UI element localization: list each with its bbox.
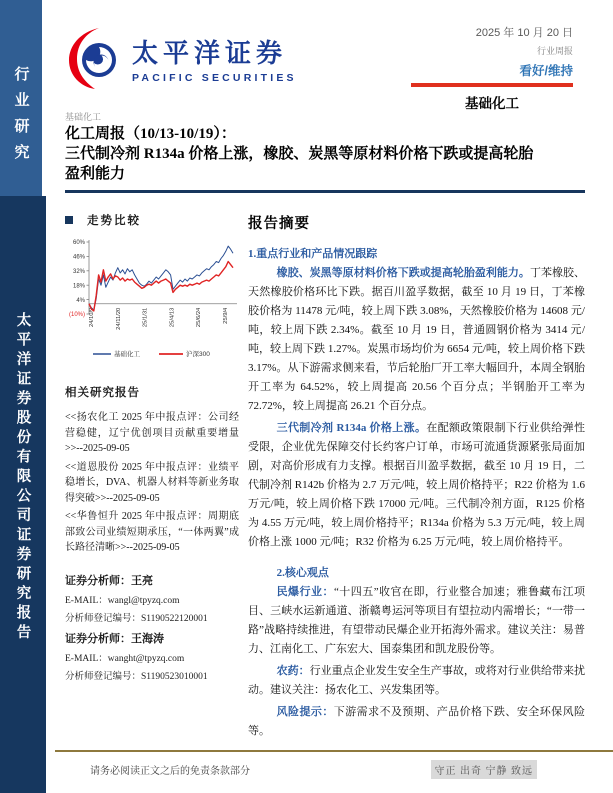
industry-label: 基础化工	[465, 95, 519, 111]
svg-text:4%: 4%	[76, 297, 85, 304]
analyst-license: 分析师登记编号：S1190523010001	[65, 671, 208, 682]
sidebar-top	[0, 0, 42, 196]
rating-label: 看好/维持	[519, 64, 573, 78]
svg-text:沪深300: 沪深300	[186, 351, 210, 359]
svg-text:25/4/13: 25/4/13	[169, 307, 176, 328]
svg-text:24/11/20: 24/11/20	[115, 307, 122, 330]
section-header-2: 2.核心观点	[276, 567, 329, 579]
summary-paragraph	[248, 703, 585, 741]
paragraph-lead: 三代制冷剂 R134a 价格上涨。	[276, 422, 427, 434]
svg-text:25/6/24: 25/6/24	[196, 307, 203, 328]
svg-text:25/1/31: 25/1/31	[142, 307, 149, 328]
sidebar-bottom	[0, 196, 46, 793]
analysts-block	[65, 572, 239, 682]
paragraph-body: 在配额政策限制下行业供给弹性受限，企业优先保障交付长约客户订单，市场可流通货源紧张局面加剧，对高价形成有力支撑。根据百川盈孚数据，截至 10 月 19 日，二代制冷剂 R142b 价格为 2.7 万元/吨，较上周价格持平；R22 价格为 1.6 万元/吨，较上周价格下跌 17000 元/吨。三代制冷剂方面，R125 价格为 4.55 万元/吨，较上周价格持平；R134a 价格为 5.3 万元/吨，较上周价格上涨 1000 元/吨；R32 价格为 6.25 万元/吨，较上周价格持平。	[248, 422, 585, 548]
report-title-line2: 三代制冷剂 R134a 价格上涨，橡胶、炭黑等原材料价格下跌或提高轮胎	[65, 146, 534, 162]
report-title	[65, 124, 587, 184]
paragraph-body: “十四五”收官在即，行业整合加速；雅鲁藏布江项目、三峡水运新通道、浙赣粤运河等项目有望拉动内需增长；“一带一路”战略持续推进，有望带动民爆企业开拓海外需求。建议关注：易普力、江南化工、广东宏大、国泰集团和凯龙股份等。	[248, 586, 586, 655]
paragraph-lead: 民爆行业：	[276, 586, 334, 598]
related-reports-list	[65, 410, 239, 556]
sidebar-industry-research-label: 行业研究	[12, 66, 29, 170]
pacific-securities-logo-icon	[66, 26, 122, 90]
logo-name-cn: 太平洋证券	[132, 38, 288, 68]
paragraph-lead: 农药：	[276, 665, 310, 677]
svg-text:46%: 46%	[72, 254, 85, 261]
rating-underline	[411, 83, 573, 87]
report-type: 行业周报	[536, 46, 573, 56]
sidebar-company-label: 太平洋证券股份有限公司证券研究报告	[14, 312, 31, 644]
analyst-email: E-MAIL：wangl@tpyzq.com	[65, 595, 180, 606]
title-divider	[65, 190, 585, 193]
analyst-name: 证券分析师：王亮	[65, 574, 153, 587]
svg-text:60%: 60%	[72, 240, 85, 247]
report-title-line1: 化工周报（10/13-10/19）：	[65, 126, 236, 142]
summary-title: 报告摘要	[248, 216, 310, 232]
footer-disclaimer: 请务必阅读正文之后的免责条款部分	[90, 766, 250, 777]
section-header-1: 1.重点行业和产品情况跟踪	[248, 248, 378, 260]
trend-chart-title: 走势比较	[87, 215, 141, 227]
footer-divider	[55, 750, 613, 752]
analyst-email: E-MAIL：wanght@tpyzq.com	[65, 653, 185, 664]
svg-text:(10%): (10%)	[68, 312, 85, 319]
square-bullet-icon	[65, 216, 73, 224]
summary-paragraph	[248, 662, 585, 700]
trend-comparison-chart	[65, 236, 239, 362]
summary-paragraph	[248, 264, 585, 416]
footer-motto: 守正 出奇 宁静 致远	[431, 760, 538, 779]
logo-name-en: PACIFIC SECURITIES	[132, 71, 297, 84]
trend-section-header	[65, 212, 239, 228]
report-title-line3: 盈利能力	[65, 166, 126, 182]
analyst-name: 证券分析师：王海涛	[65, 632, 164, 645]
paragraph-body: 下游需求不及预期、产品价格下跌、安全环保风险等。	[248, 706, 586, 737]
svg-text:25/9/4: 25/9/4	[223, 307, 229, 324]
header-meta	[411, 24, 573, 112]
paragraph-lead: 风险提示：	[276, 706, 334, 718]
paragraph-lead: 橡胶、炭黑等原材料价格下跌或提高轮胎盈利能力。	[276, 267, 530, 279]
svg-text:18%: 18%	[72, 283, 85, 290]
list-item: <<扬农化工 2025 年中报点评：公司经营稳健，辽宁优创项目贡献重要增量>>--2025-09-05	[65, 412, 239, 454]
title-eyebrow: 基础化工	[65, 112, 102, 122]
list-item: <<道恩股份 2025 年中报点评：业绩平稳增长，DVA、机器人材料等新业务取得突破>>--2025-09-05	[65, 461, 239, 504]
paragraph-body: 行业重点企业发生安全生产事故，或将对行业供给带来扰动。建议关注：扬农化工、兴发集团等。	[248, 665, 585, 696]
list-item: <<华鲁恒升 2025 年中报点评：周期底部致公司业绩短期承压，“一体两翼”成长路径清晰>>--2025-09-05	[65, 511, 239, 553]
report-date: 2025 年 10 月 20 日	[475, 27, 573, 39]
company-logo	[66, 26, 297, 90]
svg-text:基础化工: 基础化工	[114, 351, 140, 359]
related-reports-title: 相关研究报告	[65, 387, 140, 399]
svg-text:32%: 32%	[72, 269, 85, 275]
summary-column	[248, 212, 585, 741]
summary-paragraph	[248, 583, 585, 659]
analyst-license: 分析师登记编号：S1190522120001	[65, 613, 208, 624]
summary-paragraph	[248, 419, 585, 552]
left-column	[65, 212, 239, 682]
svg-text:24/10/9: 24/10/9	[89, 307, 95, 328]
paragraph-body: 丁苯橡胶、天然橡胶价格环比下跌。据百川盈孚数据，截至 10 月 19 日，丁苯橡胶价格为 11478 元/吨，较上周下跌 3.08%，天然橡胶价格为 14608 元/吨，较上周下跌 2.34%。截至 10 月 19 日，普通圆钢价格为 3414 元/吨，较上周下跌 1.27%。炭黑市场均价为 6654 元/吨，较上周价格下跌 3.17%。从下游需求侧来看，节后轮胎厂开工率大幅回升，本周全钢胎开工率为 64.52%，较上周提高 20.56 个百分点；半钢胎开工率为 72.72%，较上周提高 26.21 个百分点。	[248, 267, 586, 412]
